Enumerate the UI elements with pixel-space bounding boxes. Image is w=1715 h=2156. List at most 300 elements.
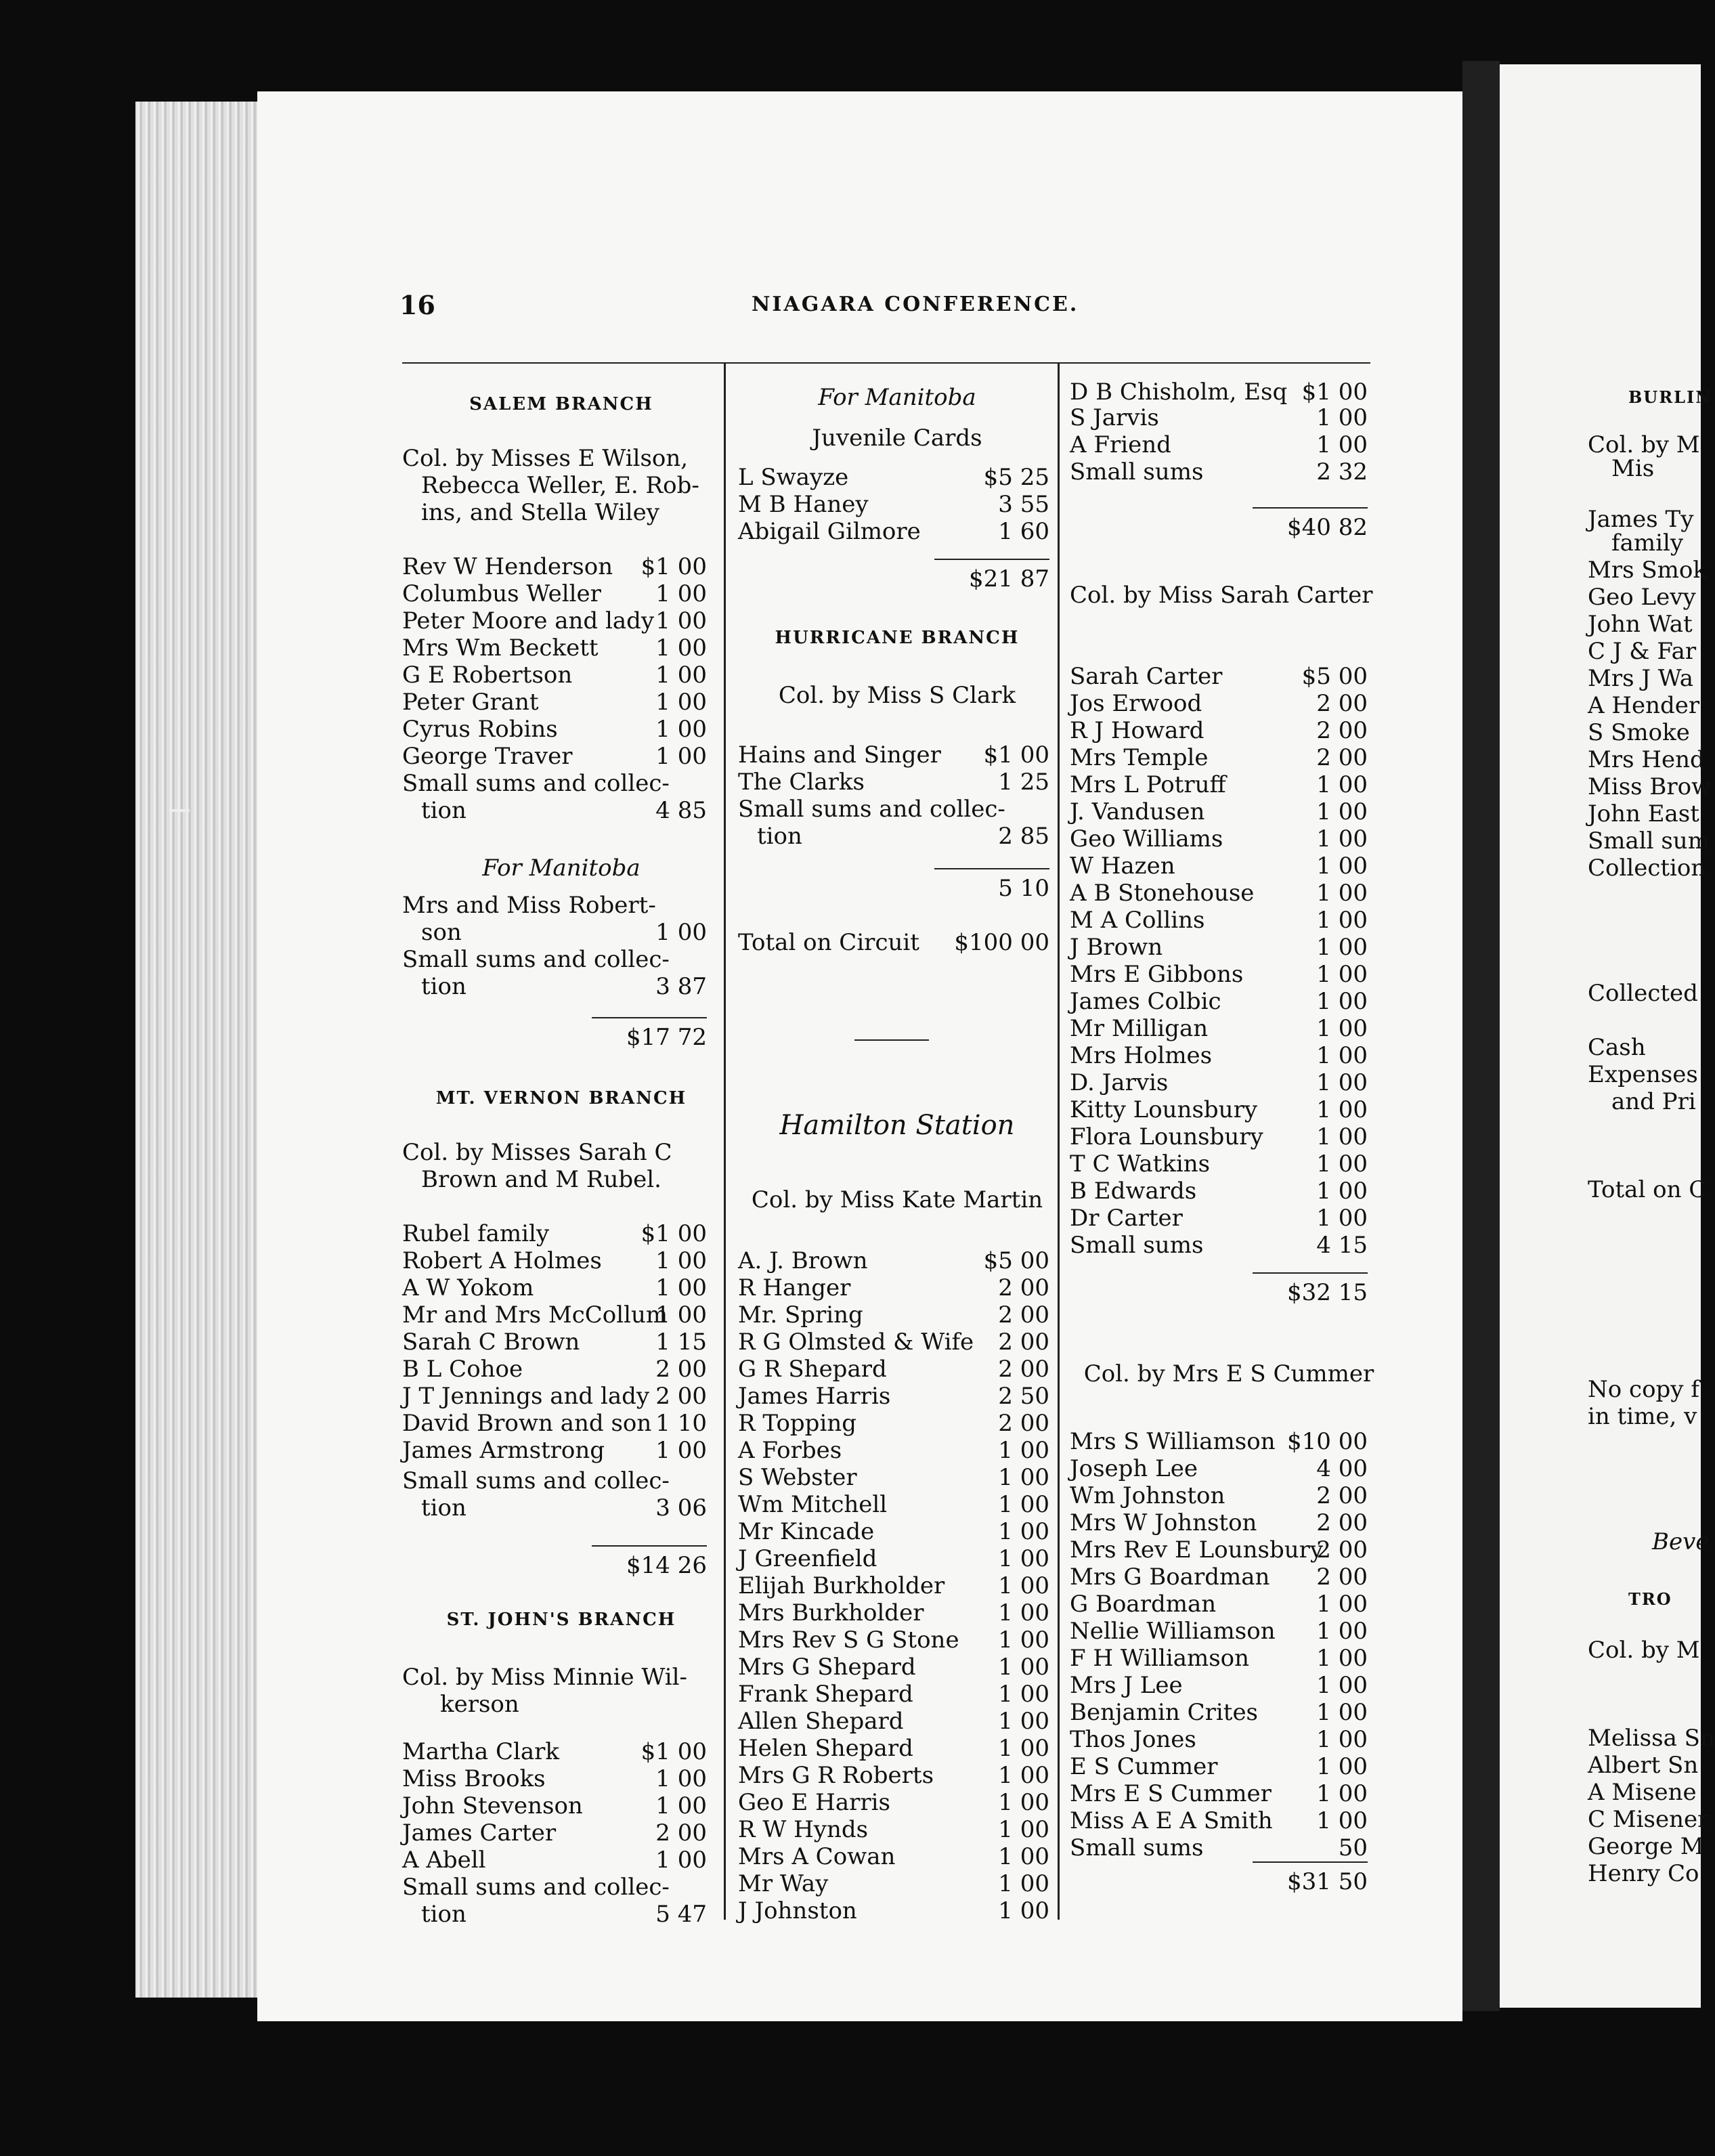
sum-rule bbox=[592, 1545, 707, 1547]
right-page-fragment: Geo Levy bbox=[1588, 584, 1696, 611]
entry-name: Robert A Holmes bbox=[402, 1247, 602, 1274]
ledger-row bbox=[738, 1408, 1056, 1438]
entry-amount: 1 00 bbox=[998, 1491, 1049, 1518]
entry-amount: 1 00 bbox=[998, 1626, 1049, 1654]
entry-amount: 2 00 bbox=[1316, 690, 1368, 717]
subtotal-row bbox=[402, 1551, 720, 1580]
ledger-row bbox=[402, 1138, 720, 1167]
entry-name: Flora Lounsbury bbox=[1070, 1123, 1263, 1150]
entry-amount: 1 00 bbox=[1316, 1807, 1368, 1834]
entry-name: F H Williamson bbox=[1070, 1645, 1250, 1672]
ledger-row bbox=[1070, 1359, 1388, 1389]
sum-rule bbox=[1253, 1861, 1368, 1863]
subtotal-row bbox=[738, 874, 1056, 903]
ledger-row bbox=[738, 490, 1056, 519]
ledger-row bbox=[1070, 1481, 1388, 1511]
entry-amount: 1 00 bbox=[655, 689, 707, 716]
entry-amount: 2 00 bbox=[998, 1410, 1049, 1437]
entry-amount: 2 00 bbox=[1316, 744, 1368, 771]
ledger-row bbox=[402, 1899, 720, 1929]
entry-amount: 1 00 bbox=[998, 1572, 1049, 1599]
entry-amount: 2 00 bbox=[1316, 1536, 1368, 1564]
entry-name: Wm Mitchell bbox=[738, 1491, 888, 1518]
ledger-row bbox=[402, 1219, 720, 1249]
ledger-row bbox=[738, 794, 1056, 824]
ledger-row bbox=[402, 741, 720, 771]
entry-name: Geo Williams bbox=[1070, 825, 1223, 853]
right-page-fragment: John East bbox=[1588, 800, 1699, 827]
entry-amount: 3 06 bbox=[655, 1494, 707, 1522]
ledger-row bbox=[738, 821, 1056, 851]
entry-amount: $5 00 bbox=[1301, 663, 1368, 690]
entry-amount: 5 47 bbox=[655, 1901, 707, 1928]
ledger-row bbox=[402, 1872, 720, 1902]
ledger-row bbox=[1070, 1122, 1388, 1152]
entry-name: tion bbox=[421, 1901, 466, 1928]
entry-amount: 1 00 bbox=[655, 1792, 707, 1819]
entry-name: Mrs S Williamson bbox=[1070, 1428, 1276, 1455]
entry-name: Mrs E Gibbons bbox=[1070, 961, 1244, 988]
sum-rule bbox=[592, 1017, 707, 1018]
entry-name: Col. by Misses Sarah C bbox=[402, 1139, 672, 1166]
right-page-fragment: Beve bbox=[1652, 1528, 1710, 1555]
right-page-fragment: Miss Brow bbox=[1588, 773, 1712, 800]
ledger-row bbox=[738, 1815, 1056, 1845]
entry-amount: $21 87 bbox=[969, 565, 1049, 592]
right-page-fragment: S Smoke bbox=[1588, 719, 1690, 746]
ledger-row bbox=[402, 918, 720, 947]
entry-amount: 1 00 bbox=[1316, 1015, 1368, 1042]
entry-amount: 1 00 bbox=[998, 1708, 1049, 1735]
right-page-fragment: Col. by M bbox=[1588, 1637, 1700, 1664]
right-page-fragment: Expenses bbox=[1588, 1061, 1698, 1088]
entry-amount: 1 00 bbox=[655, 1437, 707, 1464]
entry-name: J Brown bbox=[1070, 934, 1163, 961]
entry-amount: 1 00 bbox=[1316, 1753, 1368, 1780]
section-separator bbox=[854, 1039, 929, 1041]
book-page-edges bbox=[135, 102, 271, 1998]
entry-amount: 1 00 bbox=[1316, 1591, 1368, 1618]
entry-amount: $1 00 bbox=[1301, 379, 1368, 406]
ledger-row bbox=[1070, 1014, 1388, 1043]
ledger-row bbox=[402, 498, 720, 527]
entry-name: Mrs J Lee bbox=[1070, 1672, 1183, 1699]
column-divider-2 bbox=[1058, 362, 1060, 1920]
entry-amount: 4 00 bbox=[1316, 1455, 1368, 1482]
ledger-row bbox=[738, 1436, 1056, 1465]
entry-name: Small sums and collec- bbox=[402, 1467, 670, 1494]
entry-name: T C Watkins bbox=[1070, 1150, 1211, 1178]
entry-amount: 1 00 bbox=[1316, 1042, 1368, 1069]
entry-name: B L Cohoe bbox=[402, 1356, 523, 1383]
entry-amount: 1 00 bbox=[998, 1437, 1049, 1464]
ledger-row bbox=[402, 1381, 720, 1411]
entry-name: Mrs Rev E Lounsbury bbox=[1070, 1536, 1324, 1564]
ledger-row bbox=[402, 687, 720, 717]
entry-amount: 2 00 bbox=[655, 1383, 707, 1410]
ledger-row bbox=[402, 796, 720, 825]
right-page-fragment: Mrs J Wa bbox=[1588, 665, 1694, 692]
subtotal-row bbox=[1070, 1867, 1388, 1897]
ledger-row bbox=[1070, 662, 1388, 691]
entry-name: George Traver bbox=[402, 743, 573, 770]
entry-name: Col. by Miss Minnie Wil- bbox=[402, 1664, 688, 1691]
entry-name: Total on Circuit bbox=[738, 929, 919, 956]
ledger-row bbox=[1070, 797, 1388, 827]
entry-name: Mr Way bbox=[738, 1870, 829, 1897]
entry-amount: $1 00 bbox=[983, 741, 1049, 769]
entry-name: B Edwards bbox=[1070, 1178, 1197, 1205]
entry-name: Mrs Burkholder bbox=[738, 1599, 924, 1626]
entry-name: W Hazen bbox=[1070, 853, 1175, 880]
ledger-row bbox=[402, 1273, 720, 1303]
ledger-row bbox=[402, 471, 720, 500]
entry-name: Mrs and Miss Robert- bbox=[402, 892, 656, 919]
entry-name: Rubel family bbox=[402, 1220, 550, 1247]
subtotal-row bbox=[738, 564, 1056, 594]
ledger-row bbox=[738, 740, 1056, 770]
entry-name: Mrs Wm Beckett bbox=[402, 634, 599, 662]
right-page-fragment: BURLIN bbox=[1628, 387, 1712, 407]
ledger-row bbox=[402, 890, 720, 920]
entry-name: son bbox=[421, 919, 462, 946]
entry-amount: 1 15 bbox=[655, 1329, 707, 1356]
ledger-row bbox=[738, 1354, 1056, 1384]
right-page-fragment: Albert Sn bbox=[1588, 1752, 1699, 1779]
entry-name: A Abell bbox=[402, 1847, 486, 1874]
entry-amount: 2 00 bbox=[1316, 1482, 1368, 1509]
entry-name: S Jarvis bbox=[1070, 404, 1159, 431]
entry-amount: 1 00 bbox=[655, 919, 707, 946]
right-page bbox=[1500, 64, 1715, 2008]
ledger-row bbox=[738, 517, 1056, 546]
entry-amount: 1 00 bbox=[998, 1464, 1049, 1491]
ledger-row bbox=[402, 389, 720, 419]
entry-name: Col. by Mrs E S Cummer bbox=[1083, 1360, 1374, 1387]
entry-name: Columbus Weller bbox=[402, 580, 601, 607]
ledger-row bbox=[738, 423, 1056, 453]
entry-amount: 1 00 bbox=[998, 1681, 1049, 1708]
ledger-row bbox=[1070, 1203, 1388, 1233]
sum-rule bbox=[934, 868, 1049, 869]
entry-amount: 1 00 bbox=[1316, 880, 1368, 907]
column-divider-1 bbox=[724, 362, 726, 1920]
entry-amount: 1 00 bbox=[655, 1274, 707, 1301]
entry-name: Rev W Henderson bbox=[402, 553, 613, 580]
ledger-row bbox=[738, 1761, 1056, 1790]
right-page-fragment: A Misene bbox=[1588, 1779, 1697, 1806]
entry-name: tion bbox=[421, 797, 466, 824]
entry-name: Small sums bbox=[1070, 1232, 1204, 1259]
entry-name: tion bbox=[757, 823, 802, 850]
ledger-row bbox=[738, 928, 1056, 957]
ledger-row bbox=[1070, 1752, 1388, 1782]
ledger-row bbox=[402, 579, 720, 609]
entry-name: Small sums and collec- bbox=[738, 796, 1005, 823]
entry-name: Small sums bbox=[1070, 1834, 1204, 1861]
entry-amount: 3 87 bbox=[655, 973, 707, 1000]
entry-amount: 4 85 bbox=[655, 797, 707, 824]
ledger-row bbox=[738, 1869, 1056, 1899]
entry-amount: 1 00 bbox=[1316, 1672, 1368, 1699]
ledger-row bbox=[402, 606, 720, 636]
ledger-row bbox=[738, 1327, 1056, 1357]
entry-name: Thos Jones bbox=[1070, 1726, 1196, 1753]
entry-name: For Manitoba bbox=[818, 384, 976, 411]
right-page-fragment: Mis bbox=[1611, 455, 1655, 482]
ledger-row bbox=[402, 1791, 720, 1821]
entry-amount: 1 00 bbox=[998, 1816, 1049, 1843]
entry-name: Miss A E A Smith bbox=[1070, 1807, 1273, 1834]
entry-amount: 1 25 bbox=[998, 769, 1049, 796]
ledger-row bbox=[1070, 1176, 1388, 1206]
ledger-row bbox=[1070, 457, 1388, 487]
ledger-row bbox=[738, 1544, 1056, 1574]
sum-rule bbox=[1253, 1272, 1368, 1274]
entry-amount: $5 00 bbox=[983, 1247, 1049, 1274]
entry-name: tion bbox=[421, 1494, 466, 1522]
ledger-row bbox=[738, 1381, 1056, 1411]
ledger-row bbox=[1070, 1508, 1388, 1538]
entry-name: For Manitoba bbox=[482, 855, 641, 882]
entry-name: Mrs G R Roberts bbox=[738, 1762, 934, 1789]
entry-amount: 1 00 bbox=[998, 1897, 1049, 1924]
ledger-row bbox=[402, 1689, 720, 1719]
entry-name: Mr. Spring bbox=[738, 1301, 863, 1329]
ledger-row bbox=[738, 1679, 1056, 1709]
entry-amount: $5 25 bbox=[983, 464, 1049, 491]
right-page-fragment: No copy f bbox=[1588, 1376, 1699, 1403]
entry-amount: 3 55 bbox=[998, 491, 1049, 518]
entry-amount: 4 15 bbox=[1316, 1232, 1368, 1259]
entry-amount: 1 00 bbox=[1316, 961, 1368, 988]
entry-amount: 1 00 bbox=[1316, 853, 1368, 880]
ledger-row bbox=[402, 552, 720, 582]
entry-amount: 1 00 bbox=[1316, 1096, 1368, 1123]
right-page-fragment: Total on C bbox=[1588, 1176, 1707, 1203]
ledger-row bbox=[1070, 1779, 1388, 1809]
ledger-row bbox=[1070, 932, 1388, 962]
entry-name: HURRICANE BRANCH bbox=[775, 628, 1020, 648]
entry-amount: 1 00 bbox=[998, 1843, 1049, 1870]
ledger-row bbox=[738, 1788, 1056, 1817]
entry-name: J T Jennings and lady bbox=[402, 1383, 650, 1410]
entry-name: Mrs Rev S G Stone bbox=[738, 1626, 959, 1654]
ledger-row bbox=[402, 1737, 720, 1767]
entry-amount: $10 00 bbox=[1287, 1428, 1368, 1455]
entry-name: ins, and Stella Wiley bbox=[421, 499, 659, 526]
sum-rule bbox=[1253, 507, 1368, 509]
ledger-row bbox=[402, 1083, 720, 1113]
entry-amount: 1 00 bbox=[1316, 1123, 1368, 1150]
entry-name: G E Robertson bbox=[402, 662, 573, 689]
entry-amount: 1 00 bbox=[998, 1599, 1049, 1626]
entry-name: Elijah Burkholder bbox=[738, 1572, 945, 1599]
entry-name: R G Olmsted & Wife bbox=[738, 1329, 974, 1356]
entry-name: Brown and M Rubel. bbox=[421, 1166, 661, 1193]
entry-amount: $17 72 bbox=[626, 1024, 707, 1051]
ledger-row bbox=[402, 853, 720, 883]
entry-amount: 2 00 bbox=[998, 1356, 1049, 1383]
entry-name: Col. by Miss Sarah Carter bbox=[1070, 582, 1373, 609]
right-page-fragment: Mrs Smok bbox=[1588, 557, 1707, 584]
ledger-row bbox=[402, 1662, 720, 1692]
ledger-row bbox=[738, 383, 1056, 412]
ledger-row bbox=[738, 1517, 1056, 1547]
entry-name: Abigail Gilmore bbox=[738, 518, 921, 545]
entry-name: M A Collins bbox=[1070, 907, 1205, 934]
entry-name: Helen Shepard bbox=[738, 1735, 913, 1762]
entry-name: Mrs W Johnston bbox=[1070, 1509, 1257, 1536]
entry-name: Mr Milligan bbox=[1070, 1015, 1209, 1042]
entry-name: A W Yokom bbox=[402, 1274, 534, 1301]
right-page-fragment: Melissa Sn bbox=[1588, 1725, 1715, 1752]
ledger-row bbox=[1070, 960, 1388, 989]
ledger-row bbox=[738, 1598, 1056, 1628]
right-page-fragment: Henry Co bbox=[1588, 1860, 1699, 1887]
scan-speck bbox=[169, 809, 190, 812]
entry-name: Juvenile Cards bbox=[812, 425, 982, 452]
book-gutter bbox=[1462, 61, 1500, 2011]
sum-rule bbox=[934, 559, 1049, 560]
entry-name: Mrs Temple bbox=[1070, 744, 1209, 771]
entry-amount: 1 00 bbox=[655, 1847, 707, 1874]
entry-name: Dr Carter bbox=[1070, 1205, 1183, 1232]
entry-amount: 1 00 bbox=[1316, 1726, 1368, 1753]
right-page-fragment: family bbox=[1611, 530, 1684, 557]
entry-amount: 1 00 bbox=[998, 1735, 1049, 1762]
ledger-row bbox=[1070, 1230, 1388, 1260]
entry-amount: 1 00 bbox=[655, 580, 707, 607]
entry-amount: 2 00 bbox=[655, 1356, 707, 1383]
right-page-fragment: Mrs Hend bbox=[1588, 746, 1705, 773]
entry-amount: 2 32 bbox=[1316, 458, 1368, 486]
ledger-row bbox=[1070, 905, 1388, 935]
entry-amount: 1 00 bbox=[655, 1247, 707, 1274]
ledger-row bbox=[738, 1273, 1056, 1303]
ledger-row bbox=[402, 769, 720, 798]
ledger-row bbox=[1070, 851, 1388, 881]
ledger-row bbox=[738, 1246, 1056, 1276]
entry-amount: 1 60 bbox=[998, 518, 1049, 545]
entry-name: MT. VERNON BRANCH bbox=[435, 1088, 687, 1108]
entry-name: R Hanger bbox=[738, 1274, 851, 1301]
entry-name: A Forbes bbox=[738, 1437, 842, 1464]
entry-name: The Clarks bbox=[738, 769, 865, 796]
entry-amount: 1 00 bbox=[1316, 1205, 1368, 1232]
ledger-row bbox=[1070, 1616, 1388, 1646]
entry-amount: 1 00 bbox=[1316, 934, 1368, 961]
ledger-row bbox=[1070, 1806, 1388, 1836]
running-title: NIAGARA CONFERENCE. bbox=[752, 293, 1079, 316]
ledger-row bbox=[402, 1408, 720, 1438]
entry-name: SALEM BRANCH bbox=[469, 394, 653, 414]
entry-amount: 1 00 bbox=[1316, 771, 1368, 798]
entry-amount: 1 00 bbox=[1316, 1699, 1368, 1726]
entry-name: Mrs G Boardman bbox=[1070, 1564, 1270, 1591]
entry-amount: 1 00 bbox=[1316, 1178, 1368, 1205]
right-page-fragment: TRO bbox=[1628, 1589, 1672, 1609]
entry-amount: $1 00 bbox=[641, 1220, 707, 1247]
ledger-row bbox=[738, 1111, 1056, 1140]
ledger-row bbox=[1070, 1454, 1388, 1484]
ledger-row bbox=[738, 1652, 1056, 1682]
entry-amount: 1 00 bbox=[1316, 1780, 1368, 1807]
entry-name: Hamilton Station bbox=[779, 1110, 1015, 1141]
ledger-row bbox=[402, 1466, 720, 1496]
entry-name: G Boardman bbox=[1070, 1591, 1217, 1618]
ledger-row bbox=[1070, 1589, 1388, 1619]
ledger-row bbox=[402, 1764, 720, 1794]
ledger-row bbox=[738, 1571, 1056, 1601]
entry-amount: 1 00 bbox=[998, 1654, 1049, 1681]
entry-name: Small sums bbox=[1070, 458, 1204, 486]
entry-amount: 2 00 bbox=[655, 1819, 707, 1847]
right-page-fragment: in time, v bbox=[1588, 1403, 1697, 1430]
ledger-row bbox=[1070, 1833, 1388, 1863]
entry-name: kerson bbox=[440, 1691, 519, 1718]
entry-amount: 2 50 bbox=[998, 1383, 1049, 1410]
entry-name: R Topping bbox=[738, 1410, 856, 1437]
entry-amount: 1 00 bbox=[655, 1301, 707, 1329]
right-page-fragment: Collected bbox=[1588, 980, 1698, 1007]
entry-amount: 2 00 bbox=[1316, 1564, 1368, 1591]
entry-name: A. J. Brown bbox=[738, 1247, 868, 1274]
entry-name: Peter Moore and lady bbox=[402, 607, 655, 634]
ledger-row bbox=[1070, 1427, 1388, 1457]
entry-name: Benjamin Crites bbox=[1070, 1699, 1259, 1726]
subtotal-row bbox=[1070, 1278, 1388, 1308]
entry-name: Geo E Harris bbox=[738, 1789, 890, 1816]
entry-name: Mrs G Shepard bbox=[738, 1654, 916, 1681]
entry-amount: 2 00 bbox=[998, 1329, 1049, 1356]
entry-name: John Stevenson bbox=[402, 1792, 583, 1819]
entry-name: A B Stonehouse bbox=[1070, 880, 1255, 907]
ledger-row bbox=[1070, 1095, 1388, 1125]
entry-amount: 50 bbox=[1338, 1834, 1368, 1861]
entry-name: Col. by Misses E Wilson, bbox=[402, 445, 689, 472]
ledger-row bbox=[402, 714, 720, 744]
entry-amount: $32 15 bbox=[1287, 1279, 1368, 1306]
entry-amount: 1 00 bbox=[998, 1545, 1049, 1572]
entry-name: James Harris bbox=[738, 1383, 891, 1410]
entry-name: L Swayze bbox=[738, 464, 849, 491]
ledger-row bbox=[402, 1436, 720, 1465]
entry-name: R J Howard bbox=[1070, 717, 1204, 744]
ledger-row bbox=[402, 972, 720, 1001]
ledger-row bbox=[1070, 689, 1388, 718]
ledger-row bbox=[738, 767, 1056, 797]
entry-amount: 1 00 bbox=[655, 607, 707, 634]
ledger-row bbox=[1070, 716, 1388, 746]
ledger-row bbox=[402, 1493, 720, 1523]
entry-name: J. Vandusen bbox=[1070, 798, 1205, 825]
ledger-row bbox=[1070, 1149, 1388, 1179]
entry-name: Kitty Lounsbury bbox=[1070, 1096, 1258, 1123]
entry-name: D B Chisholm, Esq bbox=[1070, 379, 1288, 406]
ledger-row bbox=[738, 1300, 1056, 1330]
entry-name: James Carter bbox=[402, 1819, 557, 1847]
ledger-row bbox=[738, 462, 1056, 492]
ledger-row bbox=[1070, 743, 1388, 773]
ledger-row bbox=[1070, 1535, 1388, 1565]
ledger-row bbox=[1070, 1068, 1388, 1098]
ledger-row bbox=[738, 623, 1056, 653]
ledger-row bbox=[402, 1354, 720, 1384]
entry-name: Mrs E S Cummer bbox=[1070, 1780, 1272, 1807]
header-rule bbox=[402, 362, 1370, 364]
ledger-row bbox=[1070, 1643, 1388, 1673]
